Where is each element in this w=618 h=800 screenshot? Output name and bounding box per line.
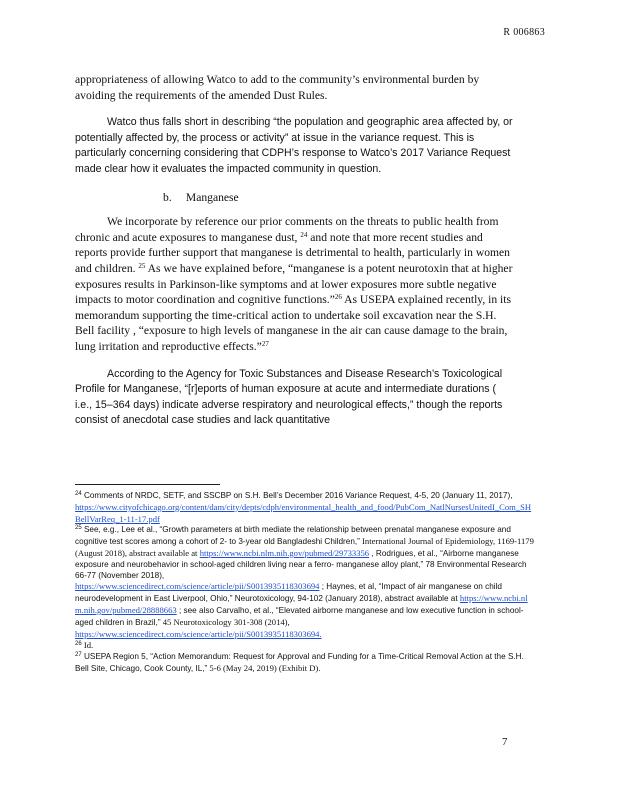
- footnote-ref-27[interactable]: 27: [261, 339, 269, 348]
- footnotes: [75, 491, 535, 675]
- footnote-25-link-2[interactable]: https://www.sciencedirect.com/science/article/pii/S0013935118303694: [75, 581, 320, 592]
- paragraph-1: appropriateness of allowing Watco to add to the community’s environmental burden by avoiding the requirements of the amended Dust Rules.: [75, 73, 480, 102]
- heading-letter: b.: [163, 190, 172, 204]
- footnote-divider: [75, 484, 220, 485]
- footnote-26: $^{26}$ Id.: [75, 640, 94, 651]
- paragraph-4: According to the Agency for Toxic Substances and Disease Research’s Toxicological Profile for Manganese, “[r]eports of human exposure at acute and intermediate durations ( i.e., 15–364 days) indicate adverse respiratory and neurological effects,” though the reports consist of anecdotal case studies and lack quantitative: [75, 367, 503, 427]
- bates-number: R 006863: [503, 27, 545, 38]
- footnote-25-link-1[interactable]: https://www.ncbi.nlm.nih.gov/pubmed/29733356: [199, 547, 370, 558]
- page-number: 7: [502, 736, 508, 748]
- footnote-24: $^{24}$ Comments of NRDC, SETF, and SSCBP on S.H. Bell’s December 2016 Variance Request, 4-5, 20 (January 11, 2017), https://www.cityofchicago.org/content/dam/city/depts/cdph/environmental_health_and_food/PubCom_NatlNursesUnitedI_Com_SHBellVarReq_1-11-17.pdf: [75, 491, 532, 524]
- footnote-ref-25[interactable]: 25: [138, 261, 146, 270]
- paragraph-3: We incorporate by reference our prior comments on the threats to public health from chronic and acute exposures to manganese dust, $^{24}$ and note that more recent studies and reports provide further support that manganese is detrimental to health, particularly in women and children. $^{25}$ As we have explained before, “manganese is a potent neurotoxin that at higher exposures results in Parkinson-like symptoms and at lower exposures more subtle negative impacts to motor coordination and cognitive functions.”$^{26}$ As USEPA explained recently, in its memorandum supporting the time-critical action to undertake soil excavation near the S.H. Bell facility , “exposure to high levels of manganese in the air can cause damage to the brain, lung irritation and reproductive effects.”$^{27}$: [75, 215, 513, 353]
- footnote-25-link-4[interactable]: https://www.sciencedirect.com/science/article/pii/S0013935118303694.: [75, 628, 322, 639]
- footnote-27: $^{27}$ USEPA Region 5, “Action Memorandum: Request for Approval and Funding for a Time-Critical Removal Action at the S.H. Bell Site, Chicago, Cook County, IL,” 5-6 (May 24, 2019) (Exhibit D).: [75, 652, 524, 673]
- footnote-24-link[interactable]: https://www.cityofchicago.org/content/dam/city/depts/cdph/environmental_health_and_food/PubCom_NatlNursesUnitedI_Com_SHBellVarReq_1-11-17.pdf: [75, 501, 532, 524]
- paragraph-2: Watco thus falls short in describing “the population and geographic area affected by, or potentially affected by, the process or activity” at issue in the variance request. This is particularly concerning considering that CDPH’s response to Watco’s 2017 Variance Request made clear how it evaluates the impacted community in question.: [75, 116, 513, 175]
- heading-text: Manganese: [185, 190, 239, 204]
- footnote-ref-26[interactable]: 26: [334, 293, 342, 302]
- body-text: [75, 72, 515, 441]
- footnote-25-link-3[interactable]: https://www.ncbi.nlm.nih.gov/pubmed/28888663: [75, 593, 528, 615]
- section-heading-manganese: [163, 190, 515, 206]
- footnote-25: $^{25}$ See, e.g., Lee et al., “Growth parameters at birth mediate the relationship between prenatal manganese exposure and cognitive test scores among a cohort of 2- to 3-year old Bangladeshi Children,” International Journal of Epidemiology, 1169-1179 (August 2018), abstract available at https://www.ncbi.nlm.nih.gov/pubmed/29733356 , Rodrigues, et al., “Airborne manganese exposure and neurobehavior in school-aged children living near a ferro- manganese alloy plant,” 78 Environmental Research 66-77 (November 2018), https://www.sciencedirect.com/science/article/pii/S0013935118303694 ; Haynes, et al, “Impact of air manganese on child neurodevelopment in East Liverpool, Ohio,” Neurotoxicology, 94-102 (January 2018), abstract available at https://www.ncbi.nlm.nih.gov/pubmed/28888663 ; see also Carvalho, et al., “Elevated airborne manganese and low executive function in school-aged children in Brazil,” 45 Neurotoxicology 301-308 (2014), https://www.sciencedirect.com/science/article/pii/S0013935118303694.: [75, 525, 534, 639]
- footnote-ref-24[interactable]: 24: [300, 230, 308, 239]
